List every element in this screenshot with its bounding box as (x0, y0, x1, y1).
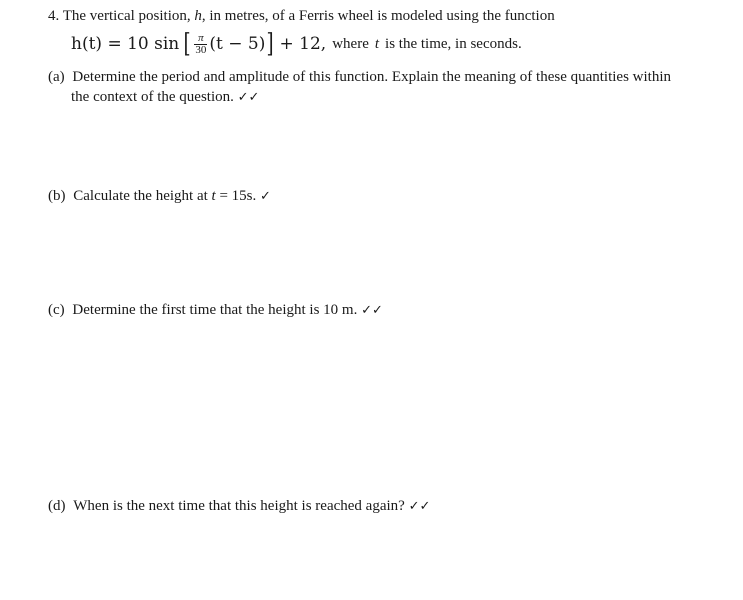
question-number: 4. (48, 8, 60, 24)
formula-line (71, 29, 522, 59)
part-a-label: (a) (48, 69, 65, 85)
var-t: t (374, 36, 380, 52)
formula-rest: + 12, (279, 34, 327, 54)
formula-suffix: is the time, in seconds. (385, 36, 522, 52)
part-b (48, 187, 271, 206)
fraction-denominator: 30 (195, 43, 207, 56)
part-d-marks-icon: ✓✓ (408, 499, 431, 514)
formula-where: where (332, 36, 369, 52)
close-bracket: ] (266, 29, 275, 59)
part-c-label: (c) (48, 302, 65, 318)
var-h: h (194, 8, 202, 24)
part-d-text: When is the next time that this height is reached again? (73, 498, 405, 514)
fraction-numerator: π (194, 33, 207, 45)
question-intro (48, 7, 555, 25)
part-b-label: (b) (48, 188, 66, 204)
part-b-text-before: Calculate the height at (73, 188, 208, 204)
fraction-pi-over-30 (194, 33, 207, 56)
open-bracket: [ (183, 29, 191, 59)
part-d (48, 497, 430, 516)
part-a-line1 (48, 68, 671, 86)
part-b-text-after: = 15s. (219, 188, 257, 204)
formula-inner: (t − 5) (209, 34, 266, 54)
part-c-marks-icon: ✓✓ (361, 303, 383, 318)
part-c (48, 301, 383, 320)
part-b-var-t: t (211, 188, 216, 204)
intro-after-h: , in metres, of a Ferris wheel is modeled using the function (201, 8, 555, 24)
part-a-text-line1: Determine the period and amplitude of this function. Explain the meaning of these quantities within (72, 69, 672, 85)
part-c-text: Determine the first time that the height is 10 m. (72, 302, 358, 318)
part-a-text-line2: the context of the question. (71, 89, 234, 105)
part-a-line2 (71, 88, 259, 107)
part-a-marks-icon: ✓✓ (237, 90, 260, 105)
intro-before-h: The vertical position, (62, 8, 191, 24)
part-d-label: (d) (48, 498, 66, 514)
formula-lhs: h(t) = 10 sin (71, 34, 180, 54)
part-b-marks-icon: ✓ (260, 189, 271, 204)
